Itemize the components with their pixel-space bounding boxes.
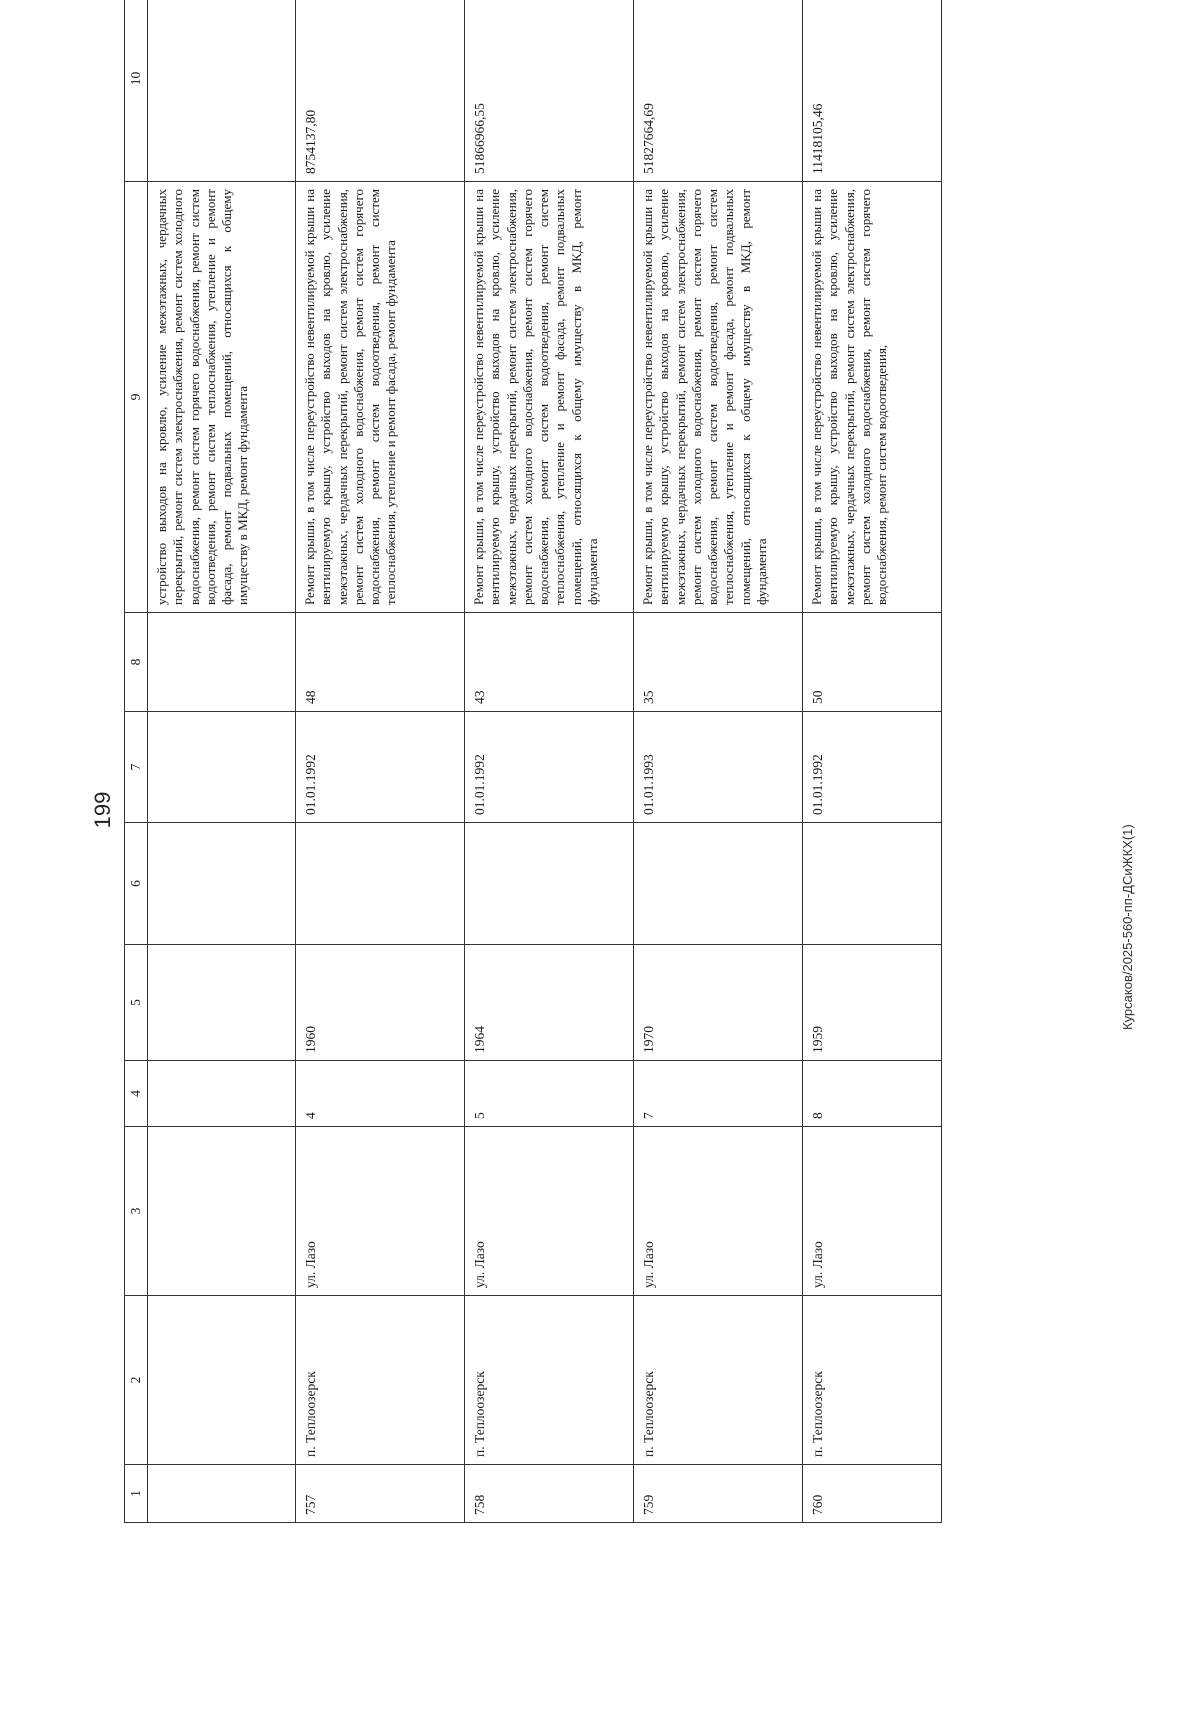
col6-cell	[803, 823, 942, 945]
settlement-cell: п. Теплоозерск	[465, 1296, 634, 1465]
street-cell: ул. Лазо	[296, 1127, 465, 1296]
cost-cell: 11418105,46	[803, 0, 942, 182]
header-row	[125, 0, 148, 1523]
street-cell: ул. Лазо	[465, 1127, 634, 1296]
settlement-cell: п. Теплоозерск	[296, 1296, 465, 1465]
row-number: 760	[803, 1465, 942, 1523]
street-cell: ул. Лазо	[803, 1127, 942, 1296]
street-cell	[148, 1127, 296, 1296]
row-number: 758	[465, 1465, 634, 1523]
col6-cell	[148, 823, 296, 945]
house-cell: 4	[296, 1061, 465, 1127]
header-cell: 3	[125, 1127, 148, 1296]
cost-cell	[148, 0, 296, 182]
header-cell: 8	[125, 613, 148, 712]
capital-repair-table	[124, 0, 942, 1523]
col8-cell: 48	[296, 613, 465, 712]
table-row	[634, 0, 803, 1523]
header-cell: 7	[125, 712, 148, 823]
works-cell: Ремонт крыши, в том числе переустройство невентилируемой крыши на вентилируемую крышу, устройство выходов на кровлю, усиление межэтажных, чердачных перекрытий, ремонт систем электроснабжения, ремонт систем холодного водоснабжения, ремонт систем горячего водоснабжения, ремонт систем водоотведения, ремонт систем теплоснабжения, утепление и ремонт фасада, ремонт подвальных помещений, относящихся к общему имуществу в МКД, ремонт фундамента	[634, 182, 803, 613]
page-number: 199	[90, 791, 115, 829]
date-cell: 01.01.1992	[296, 712, 465, 823]
settlement-cell	[148, 1296, 296, 1465]
date-cell: 01.01.1992	[465, 712, 634, 823]
works-cell: Ремонт крыши, в том числе переустройство невентилируемой крыши на вентилируемую крышу, устройство выходов на кровлю, усиление межэтажных, чердачных перекрытий, ремонт систем электроснабжения, ремонт систем холодного водоснабжения, ремонт систем горячего водоснабжения, ремонт систем водоотведения, ремонт систем теплоснабжения, утепление и ремонт фасада, ремонт подвальных помещений, относящихся к общему имуществу в МКД, ремонт фундамента	[465, 182, 634, 613]
date-cell: 01.01.1993	[634, 712, 803, 823]
rotated-table-container	[124, 66, 1024, 1523]
settlement-cell: п. Теплоозерск	[803, 1296, 942, 1465]
header-cell: 2	[125, 1296, 148, 1465]
year-cell	[148, 945, 296, 1061]
table-row	[148, 0, 296, 1523]
col8-cell: 50	[803, 613, 942, 712]
date-cell	[148, 712, 296, 823]
house-cell: 5	[465, 1061, 634, 1127]
table-row	[296, 0, 465, 1523]
cost-cell: 51866966,55	[465, 0, 634, 182]
col8-cell	[148, 613, 296, 712]
cost-cell: 8754137,80	[296, 0, 465, 182]
settlement-cell: п. Теплоозерск	[634, 1296, 803, 1465]
house-cell	[148, 1061, 296, 1127]
row-number: 759	[634, 1465, 803, 1523]
header-cell: 10	[125, 0, 148, 182]
row-number: 757	[296, 1465, 465, 1523]
header-cell: 9	[125, 182, 148, 613]
year-cell: 1960	[296, 945, 465, 1061]
cost-cell: 51827664,69	[634, 0, 803, 182]
header-cell: 4	[125, 1061, 148, 1127]
year-cell: 1959	[803, 945, 942, 1061]
works-cell: устройство выходов на кровлю, усиление межэтажных, чердачных перекрытий, ремонт систем электроснабжения, ремонт систем холодного водоснабжения, ремонт систем горячего водоснабжения, ремонт систем водоотведения, ремонт систем теплоснабжения, утепление и ремонт фасада, ремонт подвальных помещений, относящихся к общему имуществу в МКД, ремонт фундамента	[148, 182, 296, 613]
works-cell: Ремонт крыши, в том числе переустройство невентилируемой крыши на вентилируемую крышу, устройство выходов на кровлю, усиление межэтажных, чердачных перекрытий, ремонт систем электроснабжения, ремонт систем холодного водоснабжения, ремонт систем горячего водоснабжения, ремонт систем водоотведения, ремонт систем теплоснабжения, утепление и ремонт фасада, ремонт фундамента	[296, 182, 465, 613]
header-cell: 5	[125, 945, 148, 1061]
works-cell: Ремонт крыши, в том числе переустройство невентилируемой крыши на вентилируемую крышу, устройство выходов на кровлю, усиление межэтажных, чердачных перекрытий, ремонт систем электроснабжения, ремонт систем холодного водоснабжения, ремонт систем горячего водоснабжения, ремонт систем водоотведения,	[803, 182, 942, 613]
col6-cell	[296, 823, 465, 945]
year-cell: 1964	[465, 945, 634, 1061]
date-cell: 01.01.1992	[803, 712, 942, 823]
header-cell: 1	[125, 1465, 148, 1523]
house-cell: 7	[634, 1061, 803, 1127]
col8-cell: 35	[634, 613, 803, 712]
col6-cell	[634, 823, 803, 945]
col8-cell: 43	[465, 613, 634, 712]
row-number	[148, 1465, 296, 1523]
street-cell: ул. Лазо	[634, 1127, 803, 1296]
house-cell: 8	[803, 1061, 942, 1127]
document-footer-reference: Курсаков/2025-560-пп-ДСиЖКХ(1)	[1120, 824, 1135, 1030]
table-row	[803, 0, 942, 1523]
year-cell: 1970	[634, 945, 803, 1061]
header-cell: 6	[125, 823, 148, 945]
table-row	[465, 0, 634, 1523]
col6-cell	[465, 823, 634, 945]
